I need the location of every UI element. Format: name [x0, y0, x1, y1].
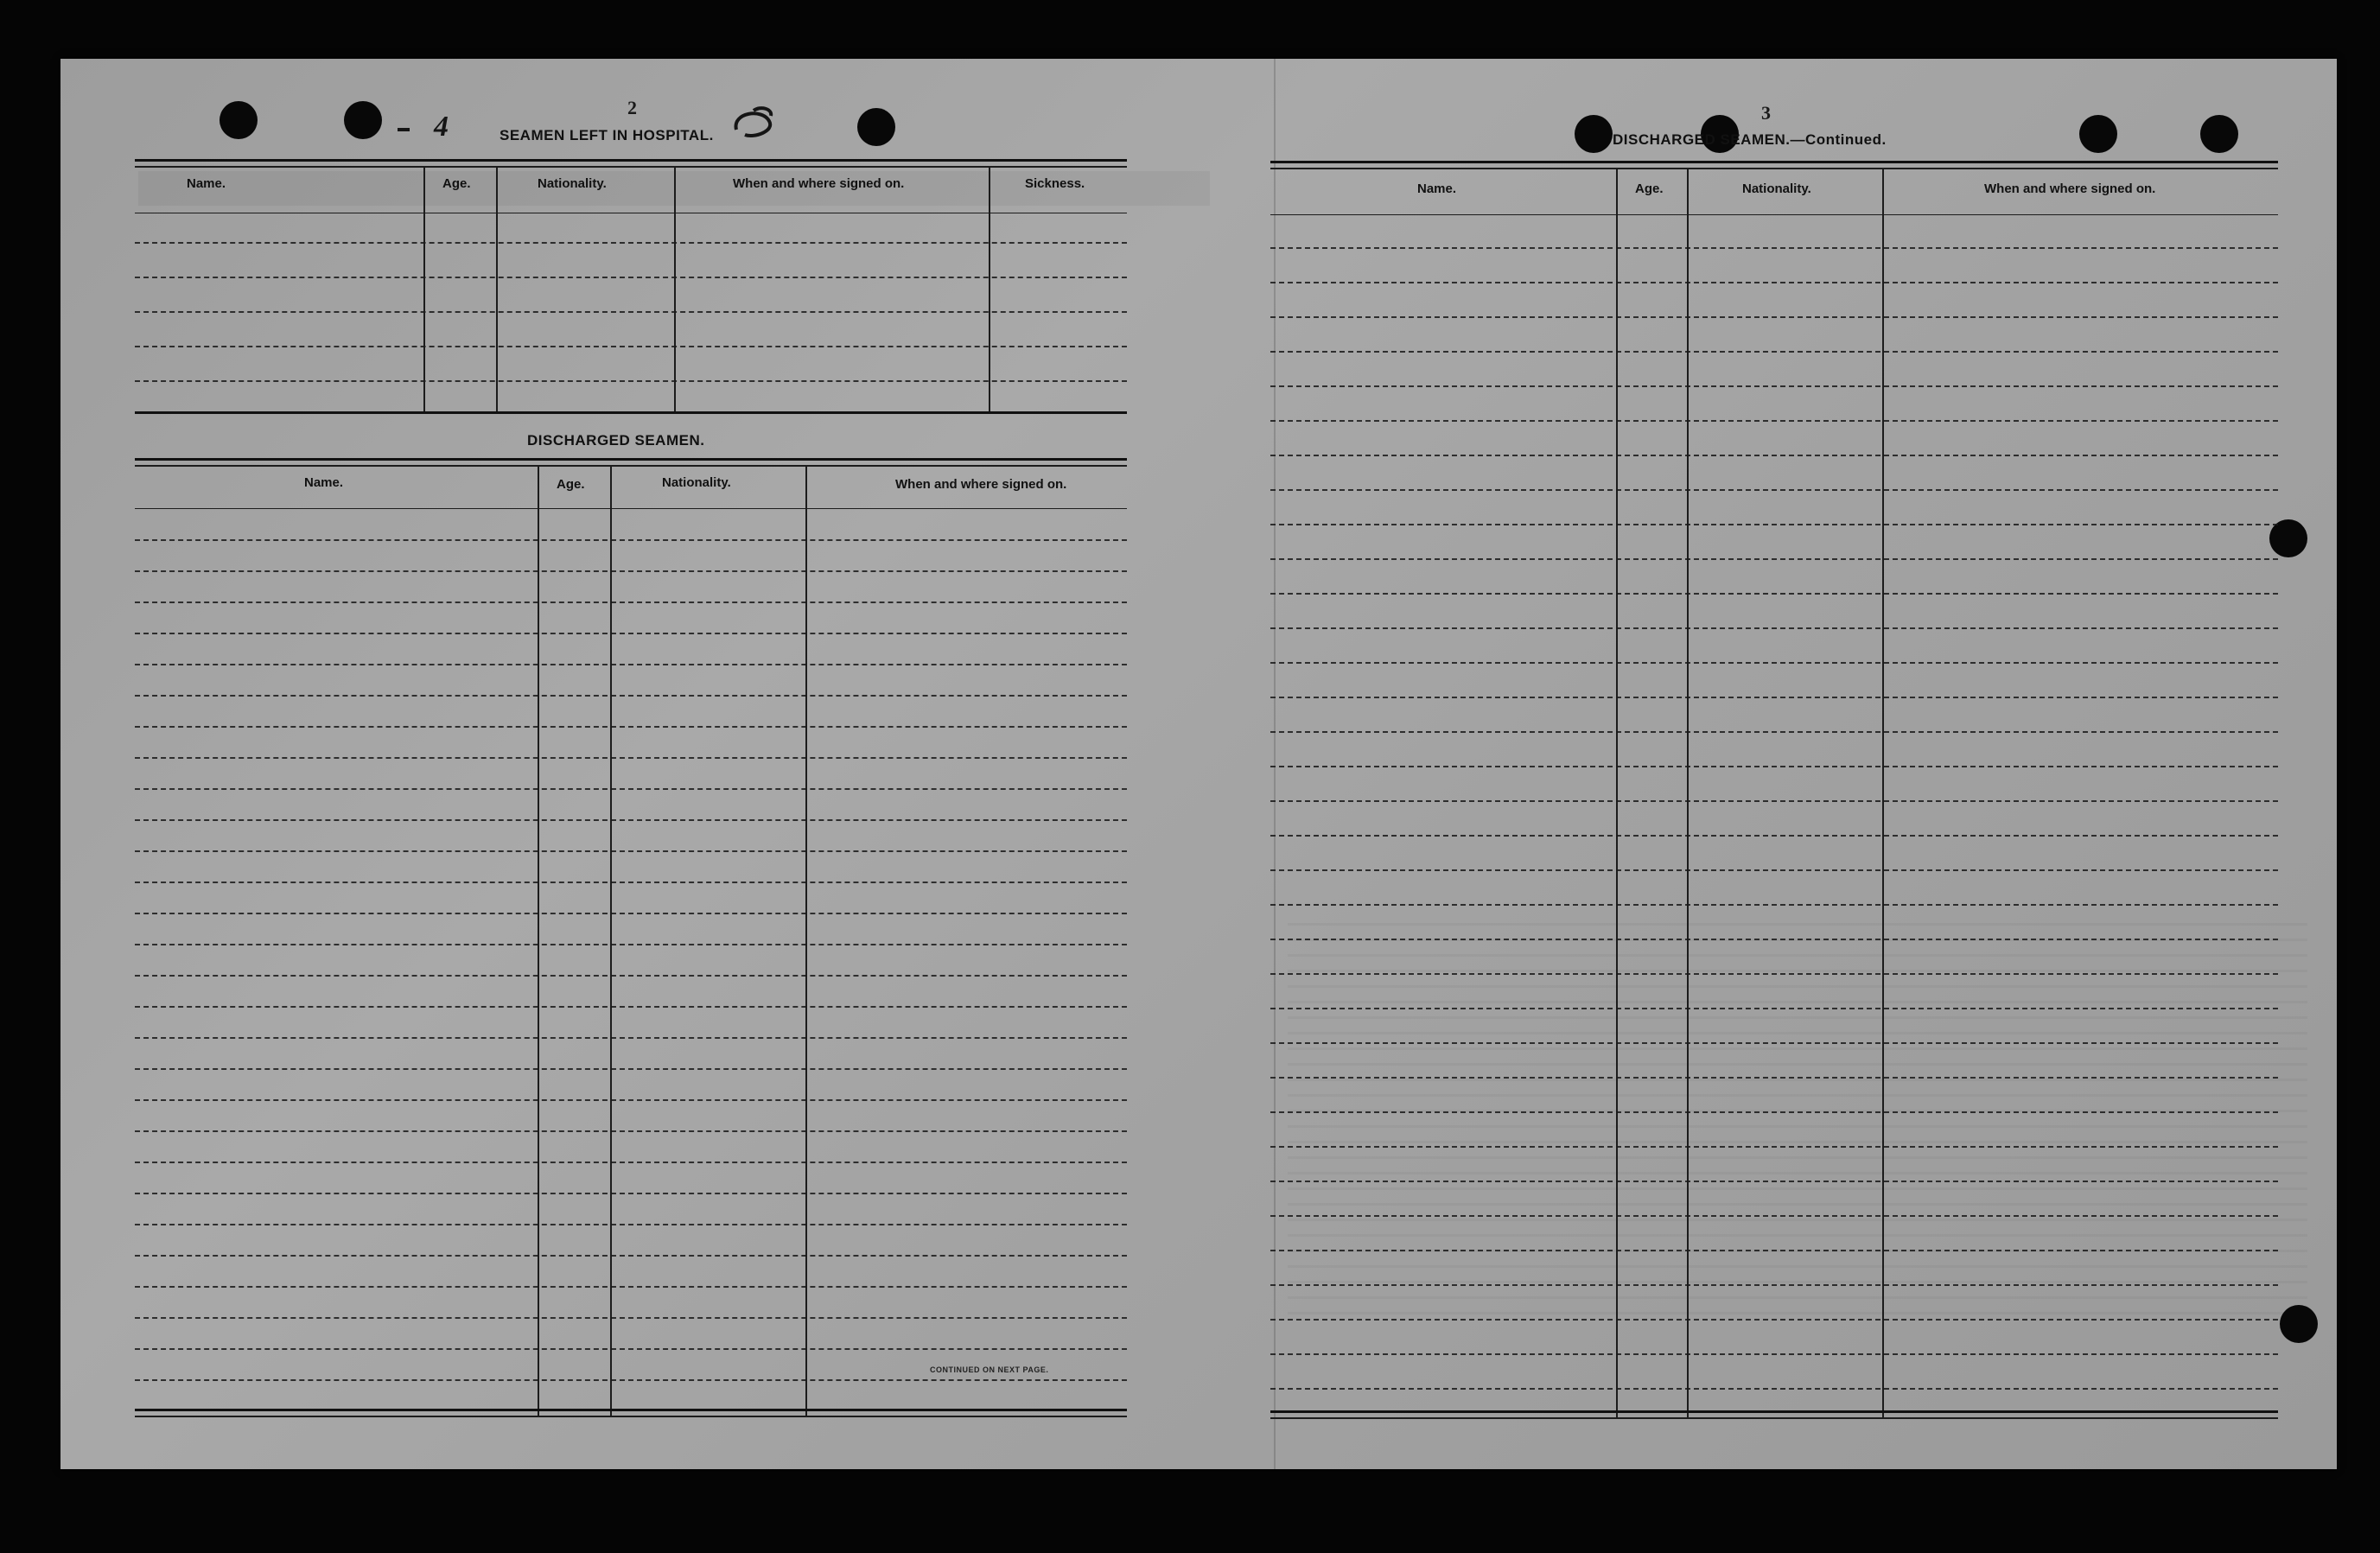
- col-name: Name.: [1417, 181, 1457, 196]
- punch-hole: [344, 101, 382, 139]
- col-sickness: Sickness.: [1025, 176, 1085, 191]
- punch-hole: [2200, 115, 2238, 153]
- col-name: Name.: [187, 176, 226, 191]
- discharged-continued-title: DISCHARGED SEAMEN.—Continued.: [1613, 131, 1887, 148]
- continued-note: CONTINUED ON NEXT PAGE.: [930, 1365, 1049, 1374]
- punch-hole: [220, 101, 258, 139]
- col-signed-on: When and where signed on.: [733, 176, 905, 191]
- discharged-section-title: DISCHARGED SEAMEN.: [527, 432, 705, 449]
- punch-hole: [2280, 1305, 2318, 1343]
- punch-hole: [2079, 115, 2117, 153]
- hospital-section-title: SEAMEN LEFT IN HOSPITAL.: [500, 127, 714, 143]
- col-name: Name.: [304, 475, 344, 490]
- dash-mark: [398, 128, 410, 131]
- handwritten-mark: 4: [434, 111, 449, 143]
- page-number-right: 3: [1761, 102, 1771, 124]
- discharged-table-right: [1270, 161, 2278, 1424]
- document-sheet: [60, 59, 2337, 1469]
- discharged-table-left: [135, 458, 1127, 1419]
- col-age: Age.: [1635, 181, 1664, 196]
- punch-hole: [1575, 115, 1613, 153]
- col-signed-on: When and where signed on.: [895, 477, 1067, 492]
- col-age: Age.: [557, 477, 585, 492]
- col-nationality: Nationality.: [1742, 181, 1811, 196]
- col-age: Age.: [442, 176, 471, 191]
- page-number-left: 2: [627, 97, 637, 118]
- col-nationality: Nationality.: [662, 475, 731, 490]
- col-signed-on: When and where signed on.: [1984, 181, 2156, 196]
- punch-hole: [857, 108, 895, 146]
- hospital-table: [135, 159, 1127, 420]
- handwritten-scribble: [728, 104, 780, 147]
- col-nationality: Nationality.: [538, 176, 607, 191]
